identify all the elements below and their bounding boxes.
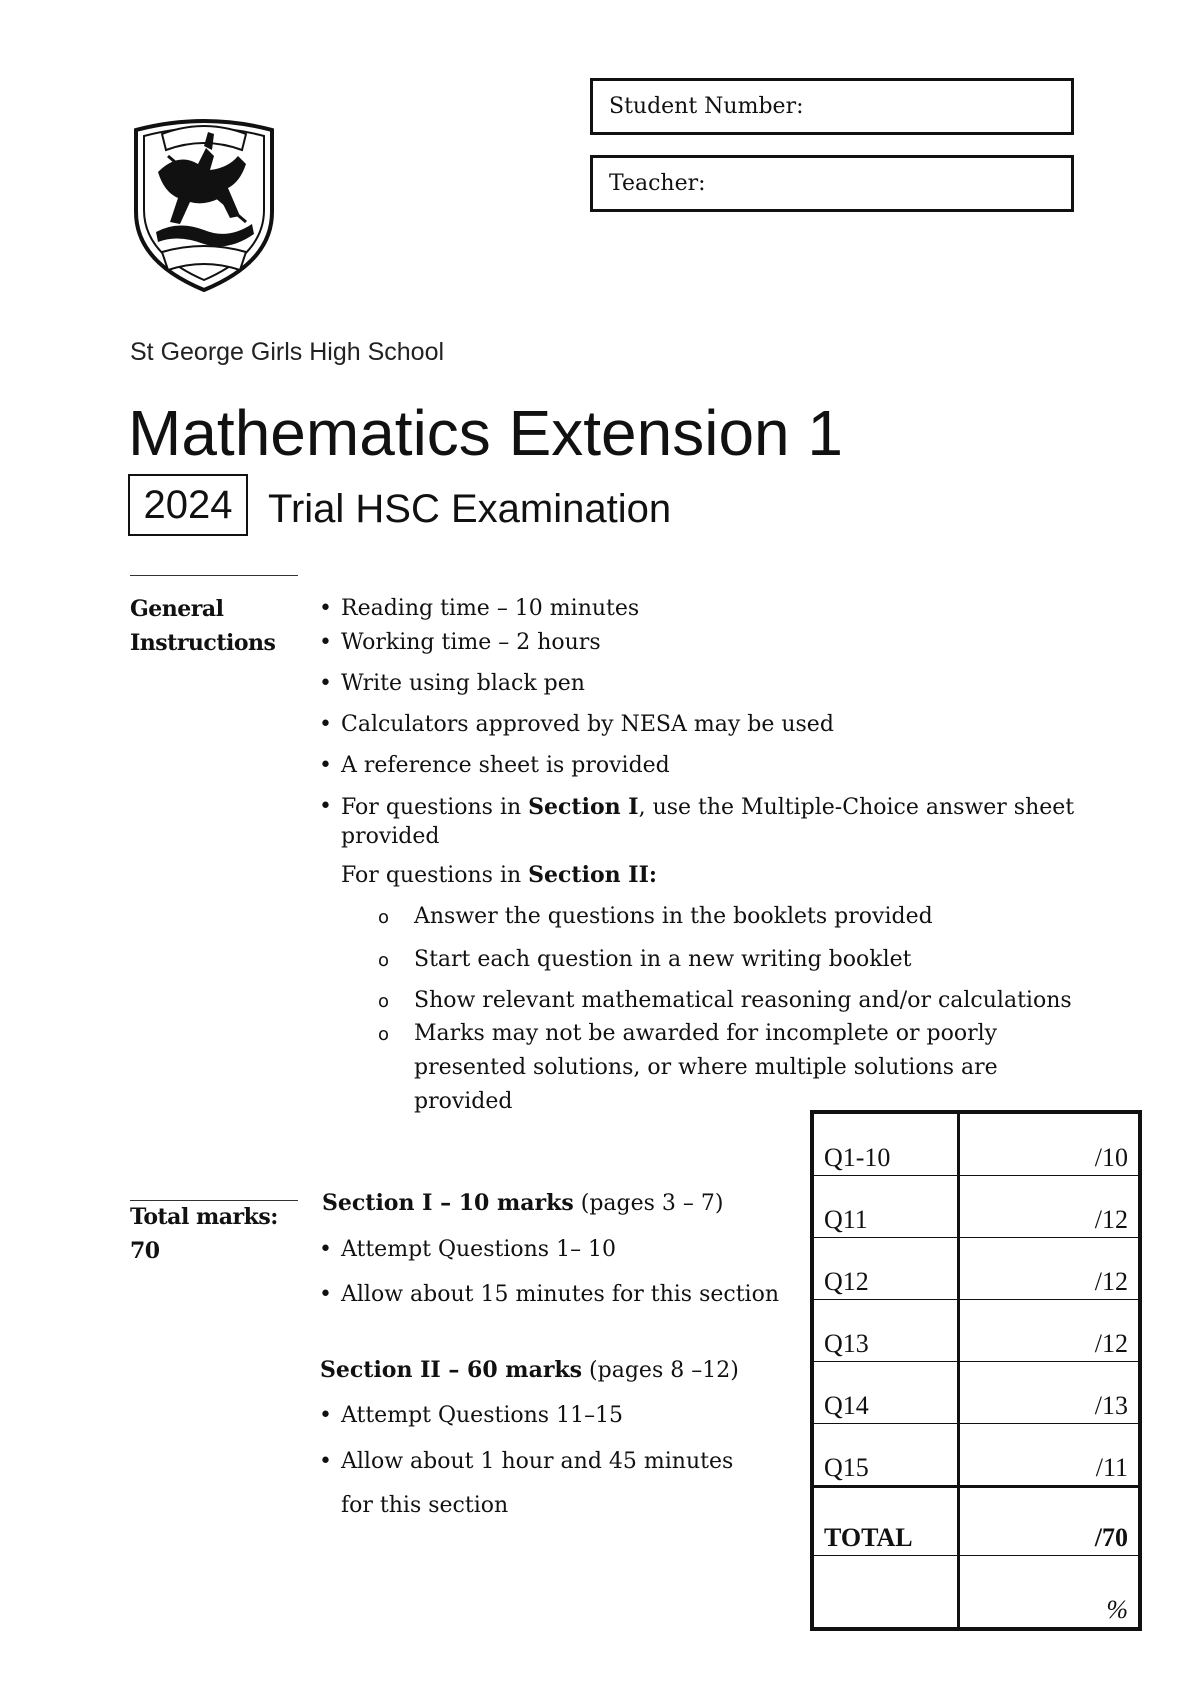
table-row: Q14 /13 xyxy=(814,1362,1138,1424)
exam-title: Mathematics Extension 1 xyxy=(128,397,843,469)
table-percent-row: % xyxy=(1106,1595,1128,1624)
section2-item: • Allow about 1 hour and 45 minutes xyxy=(341,1447,733,1477)
general-instructions-label: General Instructions xyxy=(130,596,276,656)
sub-instruction-item-cont: presented solutions, or where multiple solutions are xyxy=(414,1055,998,1080)
teacher-label: Teacher: xyxy=(609,171,706,196)
teacher-field[interactable] xyxy=(590,155,1074,212)
instruction-item: • Calculators approved by NESA may be used xyxy=(341,710,834,740)
instruction-item: • Working time – 2 hours xyxy=(341,628,601,658)
table-row: Q13 /12 xyxy=(814,1300,1138,1362)
general-rule xyxy=(130,575,298,576)
sub-bullet-icon: o xyxy=(378,907,390,928)
sub-bullet-icon: o xyxy=(378,950,390,971)
table-row: Q15 /11 xyxy=(814,1424,1138,1488)
exam-year: 2024 xyxy=(128,474,248,536)
instruction-item: • Write using black pen xyxy=(341,669,585,699)
instruction-section1-cont: provided xyxy=(341,824,440,849)
table-row: Q1-10 /10 xyxy=(814,1114,1138,1176)
section1-item: • Attempt Questions 1– 10 xyxy=(341,1235,616,1265)
sub-instruction-item: Show relevant mathematical reasoning and/or calculations xyxy=(414,988,1072,1013)
sub-bullet-icon: o xyxy=(378,991,390,1012)
sub-instruction-item: Start each question in a new writing booklet xyxy=(414,947,912,972)
instruction-section2: For questions in Section II: xyxy=(341,862,657,888)
table-total-row: TOTAL /70 xyxy=(814,1488,1138,1556)
student-number-label: Student Number: xyxy=(609,94,804,119)
school-crest-logo xyxy=(128,112,280,292)
marks-table xyxy=(810,1110,1142,1631)
sub-bullet-icon: o xyxy=(378,1024,390,1045)
section1-heading: Section I – 10 marks (pages 3 – 7) xyxy=(322,1190,724,1216)
sub-instruction-item: Marks may not be awarded for incomplete or poorly xyxy=(414,1021,998,1046)
table-row: Q11 /12 xyxy=(814,1176,1138,1238)
exam-subtitle: Trial HSC Examination xyxy=(268,487,672,531)
student-number-field[interactable] xyxy=(590,78,1074,135)
sub-instruction-item-cont: provided xyxy=(414,1089,513,1114)
sub-instruction-item: Answer the questions in the booklets provided xyxy=(414,904,933,929)
instruction-item: • Reading time – 10 minutes xyxy=(341,594,639,624)
instruction-section1: • For questions in Section I, use the Multiple-Choice answer sheet xyxy=(341,792,1074,823)
section2-item: • Attempt Questions 11–15 xyxy=(341,1401,623,1431)
school-name: St George Girls High School xyxy=(130,338,445,366)
section1-item: • Allow about 15 minutes for this section xyxy=(341,1280,779,1310)
total-marks-label: Total marks: 70 xyxy=(130,1204,278,1264)
instruction-item: • A reference sheet is provided xyxy=(341,751,670,781)
section2-item-cont: for this section xyxy=(341,1493,509,1518)
section2-heading: Section II – 60 marks (pages 8 –12) xyxy=(320,1357,739,1383)
table-row: Q12 /12 xyxy=(814,1238,1138,1300)
